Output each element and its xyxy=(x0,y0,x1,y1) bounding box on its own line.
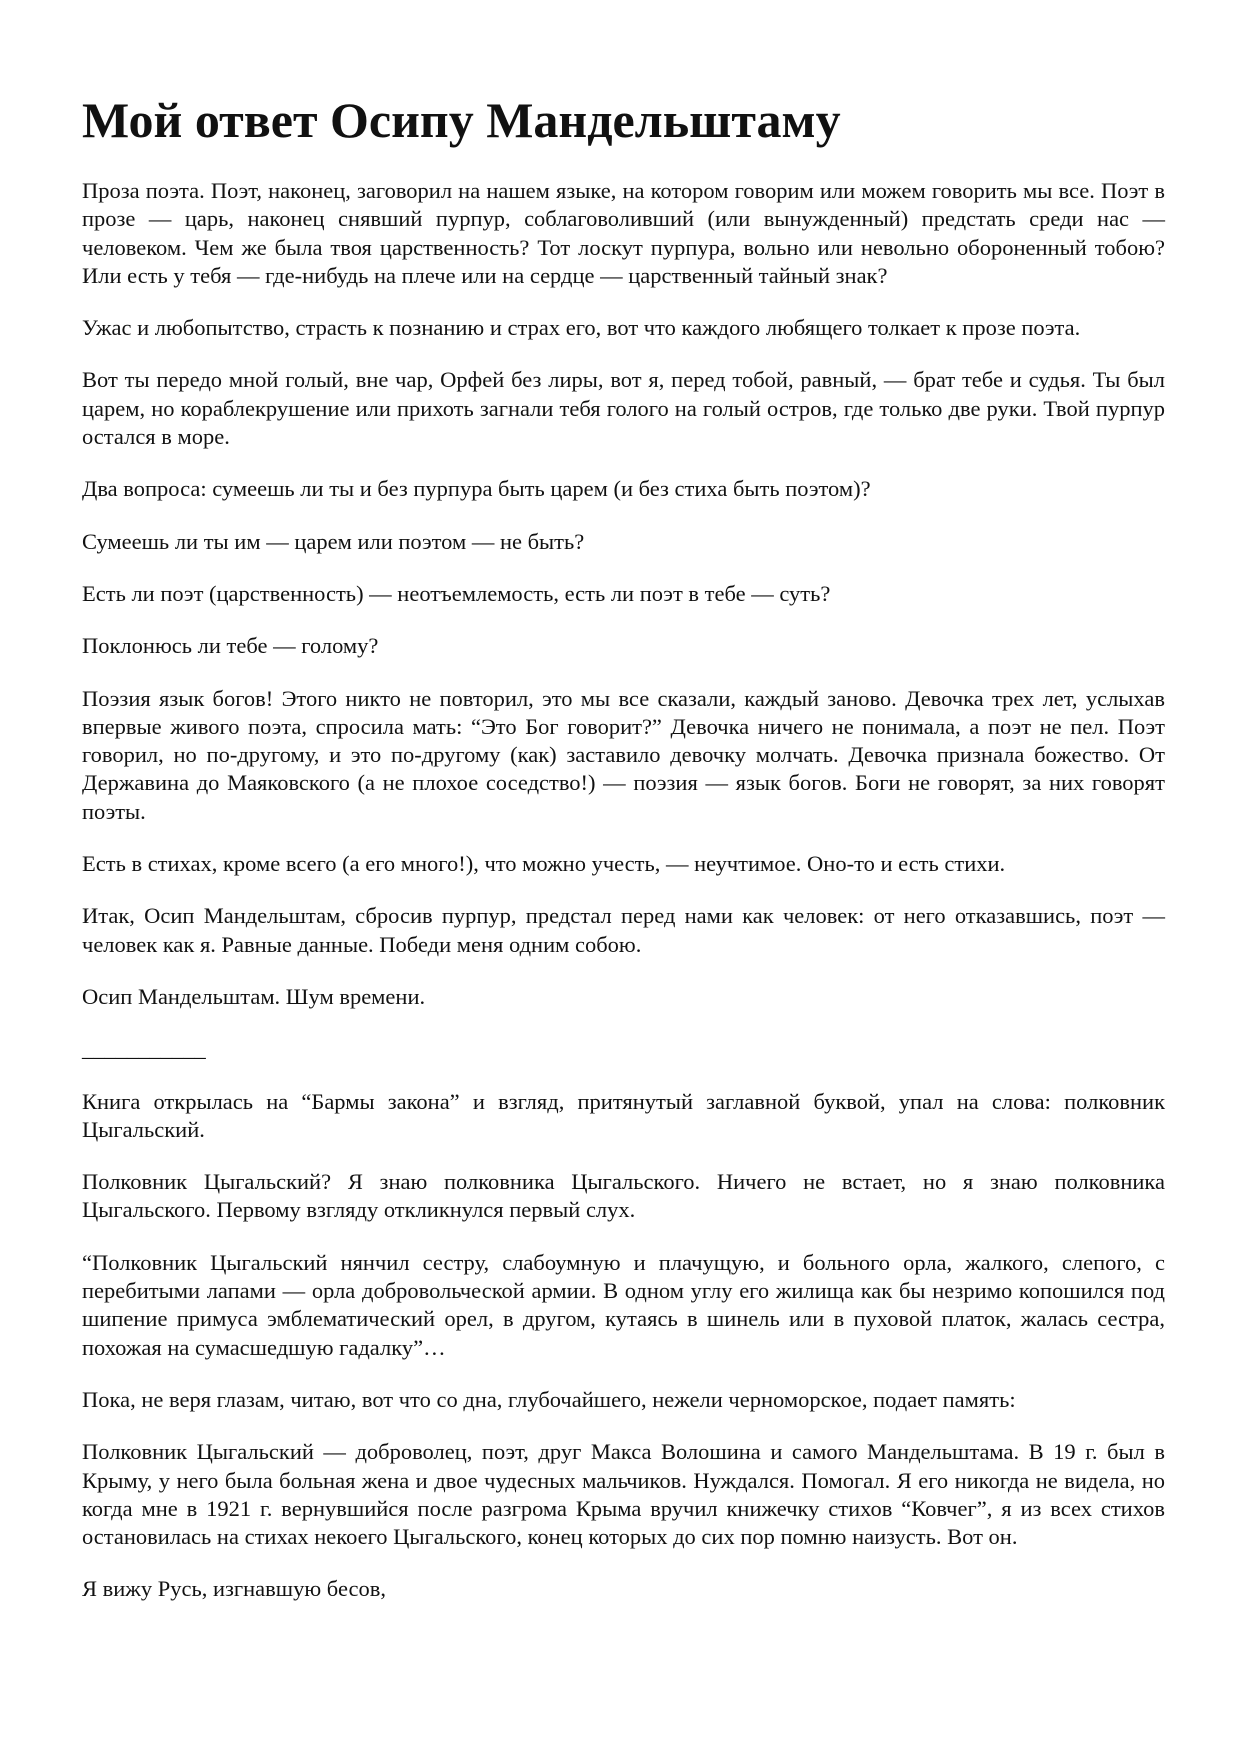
paragraph: Пока, не веря глазам, читаю, вот что со дна, глубочайшего, нежели черноморское, подает память: xyxy=(82,1386,1016,1412)
paragraph: Два вопроса: сумеешь ли ты и без пурпура быть царем (и без стиха быть поэтом)? xyxy=(82,476,871,502)
poem-line: Я вижу Русь, изгнавшую бесов, xyxy=(82,1576,386,1602)
paragraph: Полковник Цыгальский — доброволец, поэт, друг Макса Волошина и самого Мандельштама. В 19 г. был в Крыму, у него была больная жена и двое чудесных мальчиков. Нуждался. Помогал. Я его никогда не видела, но когда мне в 1921 г. вернувшийся после разгрома Крыма вручил книжечку стихов “Ковчег”, я из всех стихов остановилась на стихах некоего Цыгальского, конец которых до сих пор помню наизусть. Вот он. xyxy=(82,1439,1165,1550)
paragraph: Поклонюсь ли тебе — голому? xyxy=(82,633,379,659)
paragraph: Книга открылась на “Бармы закона” и взгляд, притянутый заглавной буквой, упал на слова: полковник Цыгальский. xyxy=(82,1088,1165,1142)
paragraph: Есть ли поэт (царственность) — неотъемлемость, есть ли поэт в тебе — суть? xyxy=(82,580,831,606)
paragraph: Ужас и любопытство, страсть к познанию и страх его, вот что каждого любящего толкает к прозе поэта. xyxy=(82,315,1081,341)
paragraph: Вот ты передо мной голый, вне чар, Орфей без лиры, вот я, перед тобой, равный, — брат тебе и судья. Ты был царем, но кораблекрушение или прихоть загнали тебя голого на голый остров, где только две руки. Твой пурпур остался в море. xyxy=(82,367,1165,450)
paragraph: Осип Мандельштам. Шум времени. xyxy=(82,983,426,1009)
paragraph: “Полковник Цыгальский нянчил сестру, слабоумную и плачущую, и больного орла, жалкого, слепого, с перебитыми лапами — орла добровольческой армии. В одном углу его жилища как бы незримо копошился под шипение примуса эмблематический орел, в другом, кутаясь в шинель или в пуховой платок, жалась сестра, похожая на сумасшедшую гадалку”… xyxy=(82,1249,1165,1360)
page-title: Мой ответ Осипу Мандельштаму xyxy=(82,92,841,148)
paragraph: Полковник Цыгальский? Я знаю полковника Цыгальского. Ничего не встает, но я знаю полковника Цыгальского. Первому взгляду откликнулся первый слух. xyxy=(82,1169,1165,1223)
paragraph: Сумеешь ли ты им — царем или поэтом — не быть? xyxy=(82,528,585,554)
paragraph: Проза поэта. Поэт, наконец, заговорил на нашем языке, на котором говорим или можем говорить мы все. Поэт в прозе — царь, наконец снявший пурпур, соблаговоливший (или вынужденный) предстать среди нас — человеком. Чем же была твоя царственность? Тот лоскут пурпура, вольно или невольно обороненный тобою? Или есть у тебя — где-нибудь на плече или на сердце — царственный тайный знак? xyxy=(82,178,1165,288)
section-divider: ___________ xyxy=(82,1036,206,1062)
document-page xyxy=(82,90,1165,1604)
paragraph: Итак, Осип Мандельштам, сбросив пурпур, предстал перед нами как человек: от него отказавшись, поэт — человек как я. Равные данные. Победи меня одним собою. xyxy=(82,903,1165,957)
paragraph: Есть в стихах, кроме всего (а его много!), что можно учесть, — неучтимое. Оно-то и есть стихи. xyxy=(82,851,1006,877)
paragraph: Поэзия язык богов! Этого никто не повторил, это мы все сказали, каждый заново. Девочка трех лет, услыхав впервые живого поэта, спросила мать: “Это Бог говорит?” Девочка ничего не понимала, а поэт не пел. Поэт говорил, но по-другому, и это по-другому (как) заставило девочку молчать. Девочка признала божество. От Державина до Маяковского (а не плохое соседство!) — поэзия — язык богов. Боги не говорят, за них говорят поэты. xyxy=(82,685,1165,824)
